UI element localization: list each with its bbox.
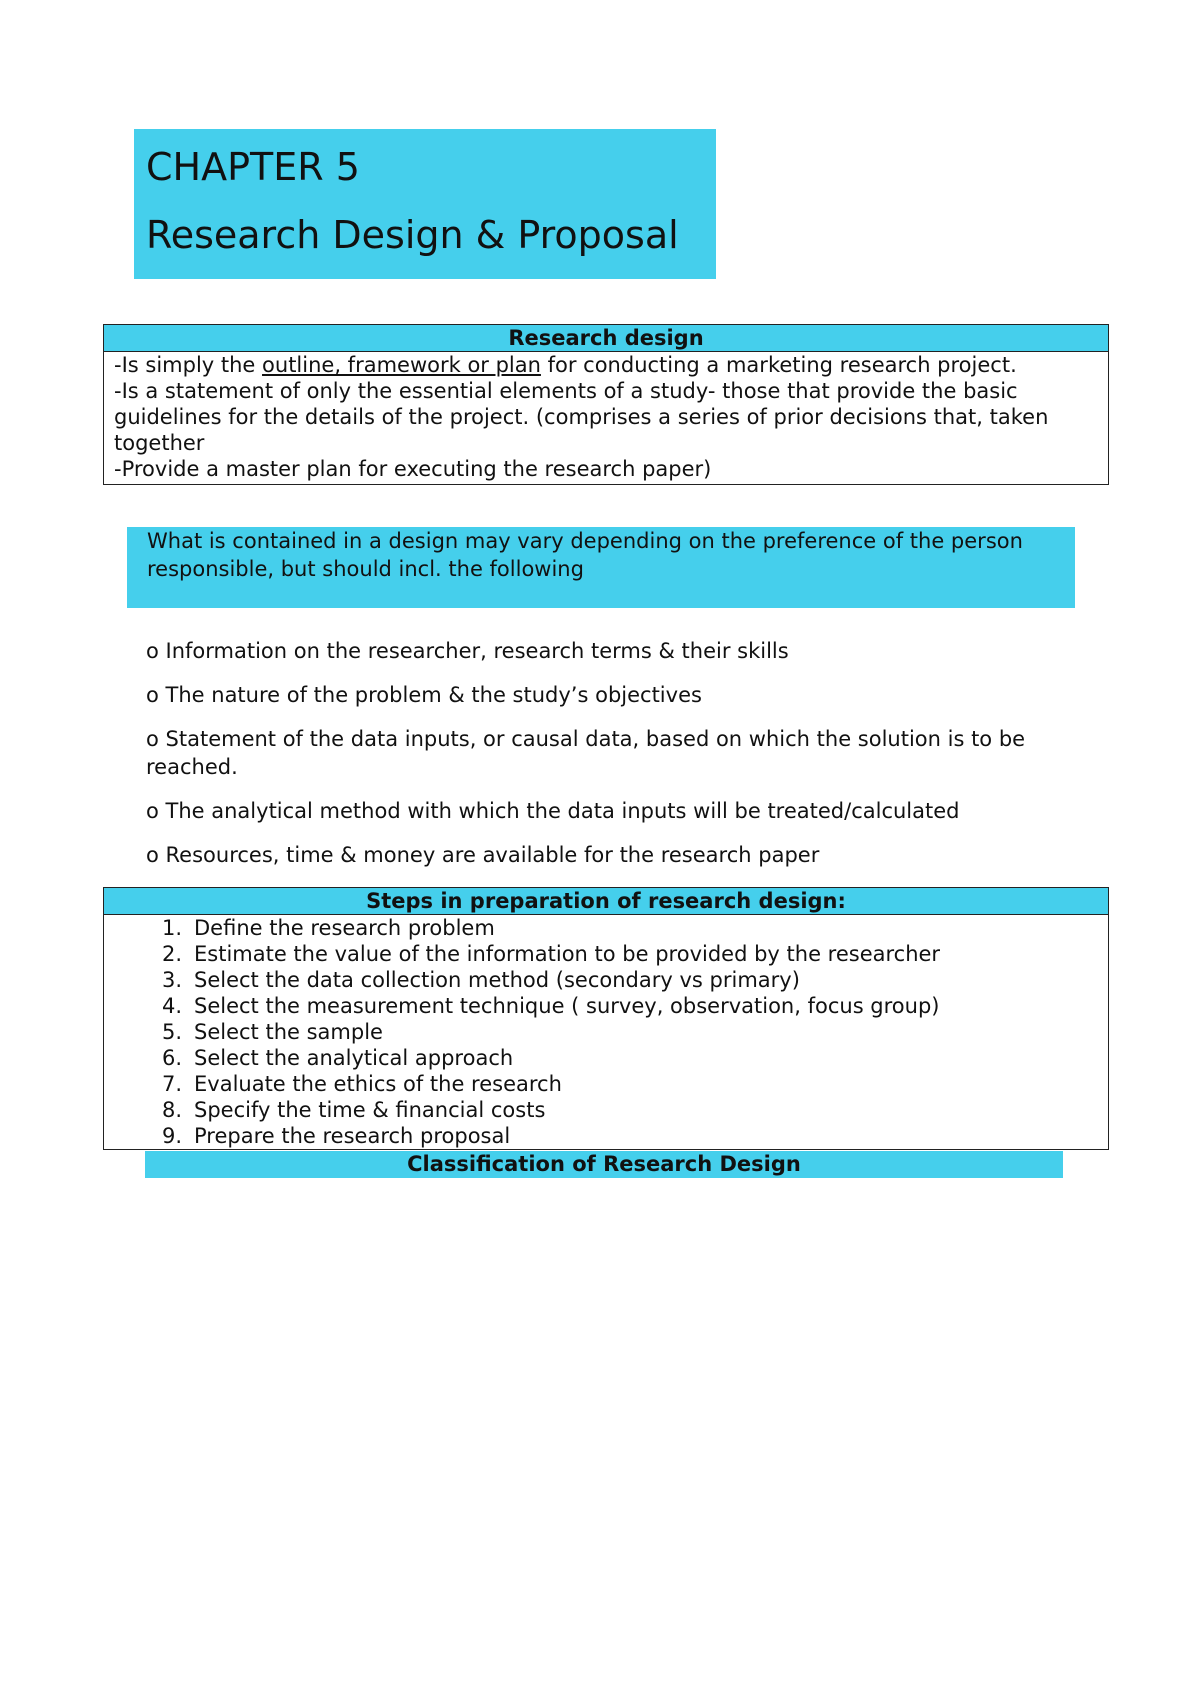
step-number: 6.	[161, 1046, 182, 1070]
research-design-line-1	[114, 352, 1098, 378]
steps-list	[114, 915, 1098, 1149]
step-number: 4.	[161, 994, 182, 1018]
research-design-line-3: -Provide a master plan for executing the research paper)	[114, 457, 712, 481]
research-design-box	[103, 324, 1109, 485]
step-item	[154, 1123, 1098, 1149]
step-item	[154, 1045, 1098, 1071]
step-number: 2.	[161, 942, 182, 966]
steps-box	[103, 887, 1109, 1150]
step-text: Define the research problem	[194, 916, 495, 940]
step-number: 5.	[161, 1020, 182, 1044]
design-contents-note: What is contained in a design may vary depending on the preference of the person responsible, but should incl. the following	[127, 527, 1075, 608]
line1-prefix: -Is simply the	[114, 353, 263, 377]
step-text: Select the analytical approach	[194, 1046, 514, 1070]
step-text: Evaluate the ethics of the research	[194, 1072, 562, 1096]
step-item	[154, 1019, 1098, 1045]
classification-heading: Classification of Research Design	[145, 1151, 1063, 1178]
step-item	[154, 1097, 1098, 1123]
step-item	[154, 1071, 1098, 1097]
step-text: Select the sample	[194, 1020, 383, 1044]
step-item	[154, 915, 1098, 941]
list-item: o Statement of the data inputs, or causal data, based on which the solution is to be reached.	[146, 727, 1026, 779]
steps-header: Steps in preparation of research design:	[104, 888, 1108, 915]
step-number: 9.	[161, 1124, 182, 1148]
research-design-header: Research design	[104, 325, 1108, 352]
chapter-title: Research Design & Proposal	[146, 213, 679, 257]
step-item	[154, 993, 1098, 1019]
step-item	[154, 941, 1098, 967]
step-number: 3.	[161, 968, 182, 992]
step-text: Prepare the research proposal	[194, 1124, 511, 1148]
step-text: Select the data collection method (secondary vs primary)	[194, 968, 800, 992]
research-design-body	[104, 352, 1108, 484]
research-design-line-2: -Is a statement of only the essential elements of a study- those that provide the basic guidelines for the details of the project. (comprises a series of prior decisions that, taken together	[114, 379, 1049, 455]
chapter-title-box	[134, 129, 716, 279]
design-contents-list	[146, 637, 1076, 885]
list-item: o Resources, time & money are available for the research paper	[146, 843, 820, 867]
steps-body	[104, 915, 1108, 1149]
chapter-number: CHAPTER 5	[146, 145, 360, 189]
line1-suffix: for conducting a marketing research project.	[540, 353, 1017, 377]
step-item	[154, 967, 1098, 993]
step-number: 7.	[161, 1072, 182, 1096]
step-text: Estimate the value of the information to be provided by the researcher	[194, 942, 941, 966]
step-number: 1.	[161, 916, 182, 940]
step-number: 8.	[161, 1098, 182, 1122]
line1-underlined-term: outline, framework or plan	[262, 353, 541, 377]
list-item: o The analytical method with which the data inputs will be treated/calculated	[146, 799, 960, 823]
list-item: o Information on the researcher, research terms & their skills	[146, 639, 789, 663]
list-item: o The nature of the problem & the study’s objectives	[146, 683, 702, 707]
step-text: Select the measurement technique ( survey, observation, focus group)	[194, 994, 940, 1018]
step-text: Specify the time & financial costs	[194, 1098, 546, 1122]
